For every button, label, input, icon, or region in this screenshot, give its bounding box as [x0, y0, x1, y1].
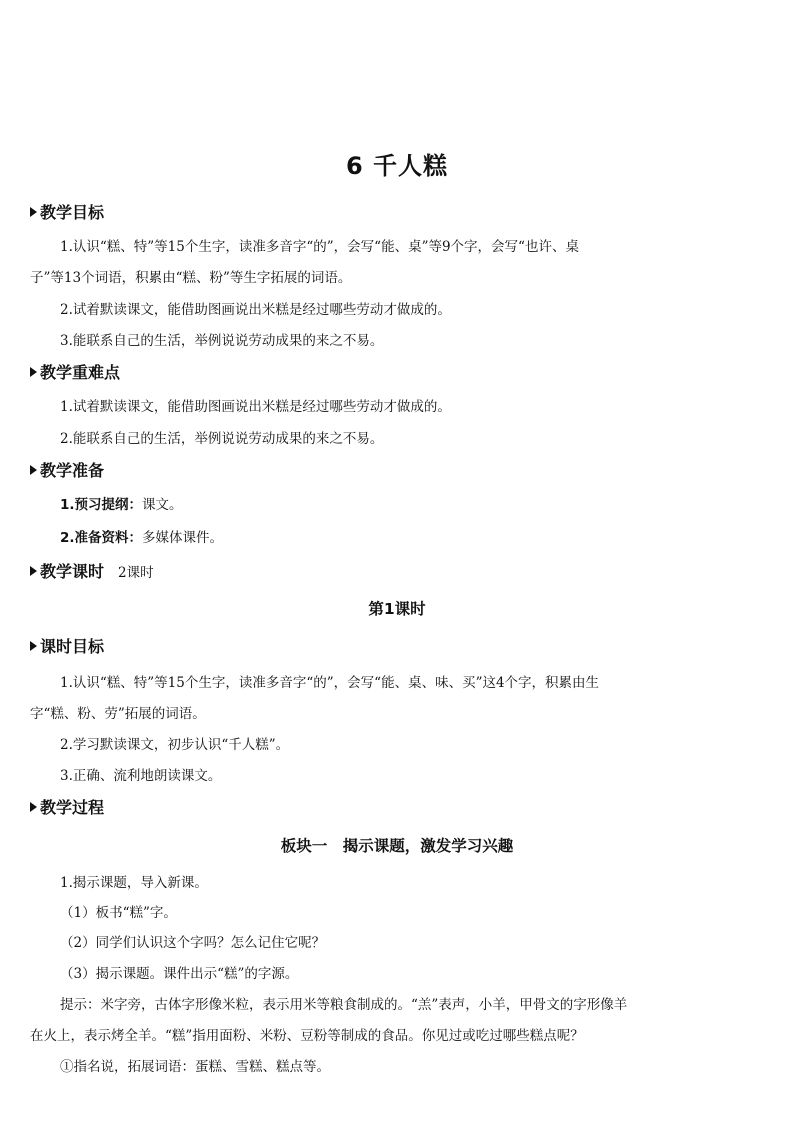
paragraph: （2）同学们认识这个字吗？怎么记住它呢？: [60, 935, 326, 951]
triangle-bullet-icon: [30, 802, 37, 812]
paragraph: 1.试着默读课文，能借助图画说出米糕是经过哪些劳动才做成的。: [60, 399, 451, 415]
triangle-bullet-icon: [30, 367, 37, 377]
paragraph: 3.正确、流利地朗读课文。: [60, 768, 222, 784]
section-heading-key-points: [30, 362, 120, 384]
heading-text: 教学课时: [40, 562, 105, 581]
paragraph: （3）揭示课题。课件出示“糕”的字源。: [60, 966, 299, 982]
paragraph: 提示：米字旁，古体字形像米粒，表示用米等粮食制成的。“羔”表声，小羊，甲骨文的字形像羊: [60, 997, 628, 1013]
prep-item: [60, 527, 794, 549]
section-heading-process: [30, 797, 104, 819]
section-heading-goals: [30, 202, 104, 224]
paragraph: 1.揭示课题，导入新课。: [60, 875, 208, 891]
prep-label: 1.预习提纲：: [60, 497, 143, 513]
heading-text: 课时目标: [40, 637, 105, 656]
paragraph: 2.试着默读课文，能借助图画说出米糕是经过哪些劳动才做成的。: [60, 302, 451, 318]
section-heading-lesson-goals: [30, 636, 104, 658]
paragraph: 2.能联系自己的生活，举例说说劳动成果的来之不易。: [60, 431, 384, 447]
prep-text: 多媒体课件。: [142, 530, 224, 546]
heading-text: 教学过程: [40, 798, 105, 817]
page-title: 6 千人糕: [345, 152, 449, 180]
section-heading-prep: [30, 460, 104, 482]
hours-value: 2课时: [118, 565, 154, 581]
paragraph: 2.学习默读课文，初步认识“千人糕”。: [60, 737, 290, 753]
heading-text: 教学准备: [40, 461, 105, 480]
lesson-title: 第1课时: [368, 600, 426, 618]
triangle-bullet-icon: [30, 641, 37, 651]
paragraph: 3.能联系自己的生活，举例说说劳动成果的来之不易。: [60, 333, 384, 349]
section-heading-hours: [30, 561, 154, 583]
heading-text: 教学目标: [40, 203, 105, 222]
heading-text: 教学重难点: [40, 363, 121, 382]
paragraph: ①指名说，拓展词语：蛋糕、雪糕、糕点等。: [60, 1059, 330, 1075]
paragraph: 1.认识“糕、特”等15个生字，读准多音字“的”，会写“能、桌、味、买”这4个字，积累由生: [60, 675, 600, 691]
paragraph: （1）板书“糕”字。: [60, 905, 177, 921]
prep-label: 2.准备资料：: [60, 530, 143, 546]
triangle-bullet-icon: [30, 207, 37, 217]
triangle-bullet-icon: [30, 566, 37, 576]
block-title: 板块一 揭示课题，激发学习兴趣: [280, 837, 514, 855]
paragraph: 字“糕、粉、劳”拓展的词语。: [30, 706, 206, 722]
prep-text: 课文。: [142, 497, 183, 513]
paragraph: 1.认识“糕、特”等15个生字，读准多音字“的”，会写“能、桌”等9个字，会写“也许、桌: [60, 239, 579, 255]
paragraph: 在火上，表示烤全羊。“糕”指用面粉、米粉、豆粉等制成的食品。你见过或吃过哪些糕点呢？: [30, 1028, 584, 1044]
paragraph: 子”等13个词语，积累由“糕、粉”等生字拓展的词语。: [30, 270, 352, 286]
triangle-bullet-icon: [30, 465, 37, 475]
prep-item: [60, 494, 794, 516]
